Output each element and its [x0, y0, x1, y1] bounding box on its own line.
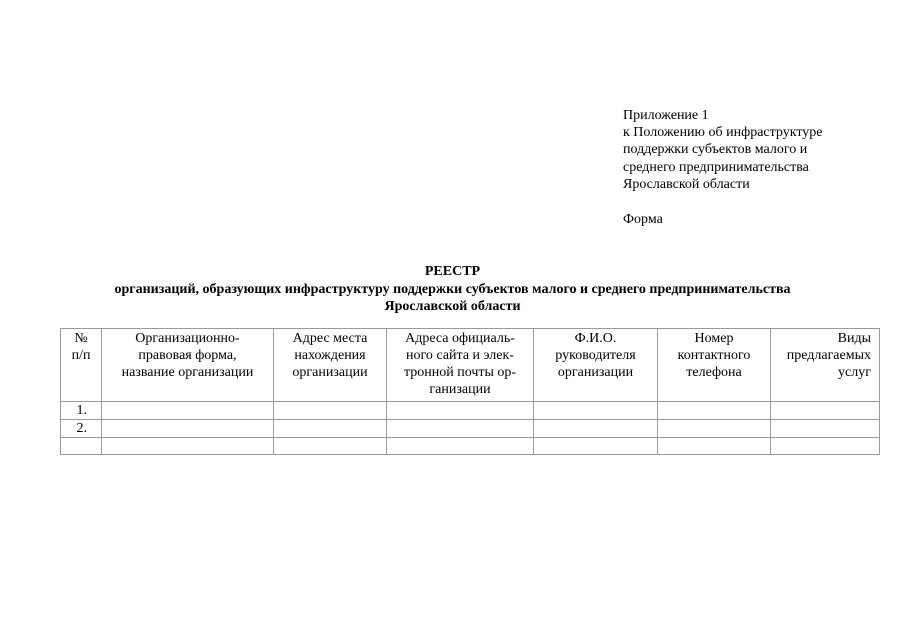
table-cell	[534, 420, 658, 438]
table-cell	[771, 438, 880, 455]
column-header-director	[534, 329, 658, 402]
appendix-note	[623, 107, 823, 193]
header-line: услуг	[838, 365, 871, 380]
table-row	[61, 438, 880, 455]
document-subtitle-line2: Ярославской области	[384, 299, 521, 314]
header-line: правовая форма,	[138, 348, 237, 363]
header-line: руководителя	[555, 348, 636, 363]
appendix-line: к Положению об инфраструктуре	[623, 125, 823, 141]
document-subtitle-line1: организаций, образующих инфраструктуру поддержки субъектов малого и среднего предпринимательства	[114, 282, 791, 297]
table-cell	[274, 402, 387, 420]
registry-table	[60, 328, 880, 455]
column-header-address	[274, 329, 387, 402]
table-cell	[658, 402, 771, 420]
row-number: 1.	[61, 402, 102, 420]
header-line: название организации	[121, 365, 254, 380]
header-line: ганизации	[429, 382, 491, 397]
table-cell	[534, 402, 658, 420]
header-line: Номер	[694, 331, 734, 346]
header-line: контактного	[677, 348, 751, 363]
row-number	[61, 438, 102, 455]
table-cell	[274, 420, 387, 438]
header-line: №	[74, 331, 88, 346]
header-line: тронной почты ор-	[403, 365, 517, 380]
header-row	[61, 329, 880, 402]
table-cell	[387, 420, 534, 438]
appendix-line: Ярославской области	[623, 176, 750, 192]
header-line: организации	[292, 365, 368, 380]
header-line: Виды	[837, 331, 871, 346]
header-line: Ф.И.О.	[574, 331, 617, 346]
column-header-number	[61, 329, 102, 402]
table-row	[61, 420, 880, 438]
table-cell	[102, 420, 274, 438]
table-cell	[658, 438, 771, 455]
form-label: Форма	[623, 212, 663, 227]
table-cell	[102, 402, 274, 420]
column-header-website-email	[387, 329, 534, 402]
table-cell	[658, 420, 771, 438]
table-cell	[534, 438, 658, 455]
appendix-line: поддержки субъектов малого и	[623, 142, 808, 158]
column-header-phone	[658, 329, 771, 402]
header-line: предлагаемых	[786, 348, 871, 363]
table-cell	[771, 420, 880, 438]
row-number: 2.	[61, 420, 102, 438]
table-cell	[387, 402, 534, 420]
column-header-legal-form	[102, 329, 274, 402]
document-title: РЕЕСТР	[424, 264, 481, 279]
header-line: Адрес места	[292, 331, 368, 346]
header-line: телефона	[686, 365, 742, 380]
table-cell	[102, 438, 274, 455]
table-cell	[387, 438, 534, 455]
header-line: Адреса официаль-	[405, 331, 515, 346]
header-line: п/п	[71, 348, 91, 363]
appendix-line: среднего предпринимательства	[623, 159, 809, 175]
header-line: организации	[557, 365, 634, 380]
header-line: ного сайта и элек-	[406, 348, 514, 363]
table-cell	[274, 438, 387, 455]
appendix-line: Приложение 1	[623, 108, 709, 123]
column-header-services	[771, 329, 880, 402]
table-cell	[771, 402, 880, 420]
header-line: Организационно-	[135, 331, 240, 346]
header-line: нахождения	[294, 348, 366, 363]
table-row	[61, 402, 880, 420]
